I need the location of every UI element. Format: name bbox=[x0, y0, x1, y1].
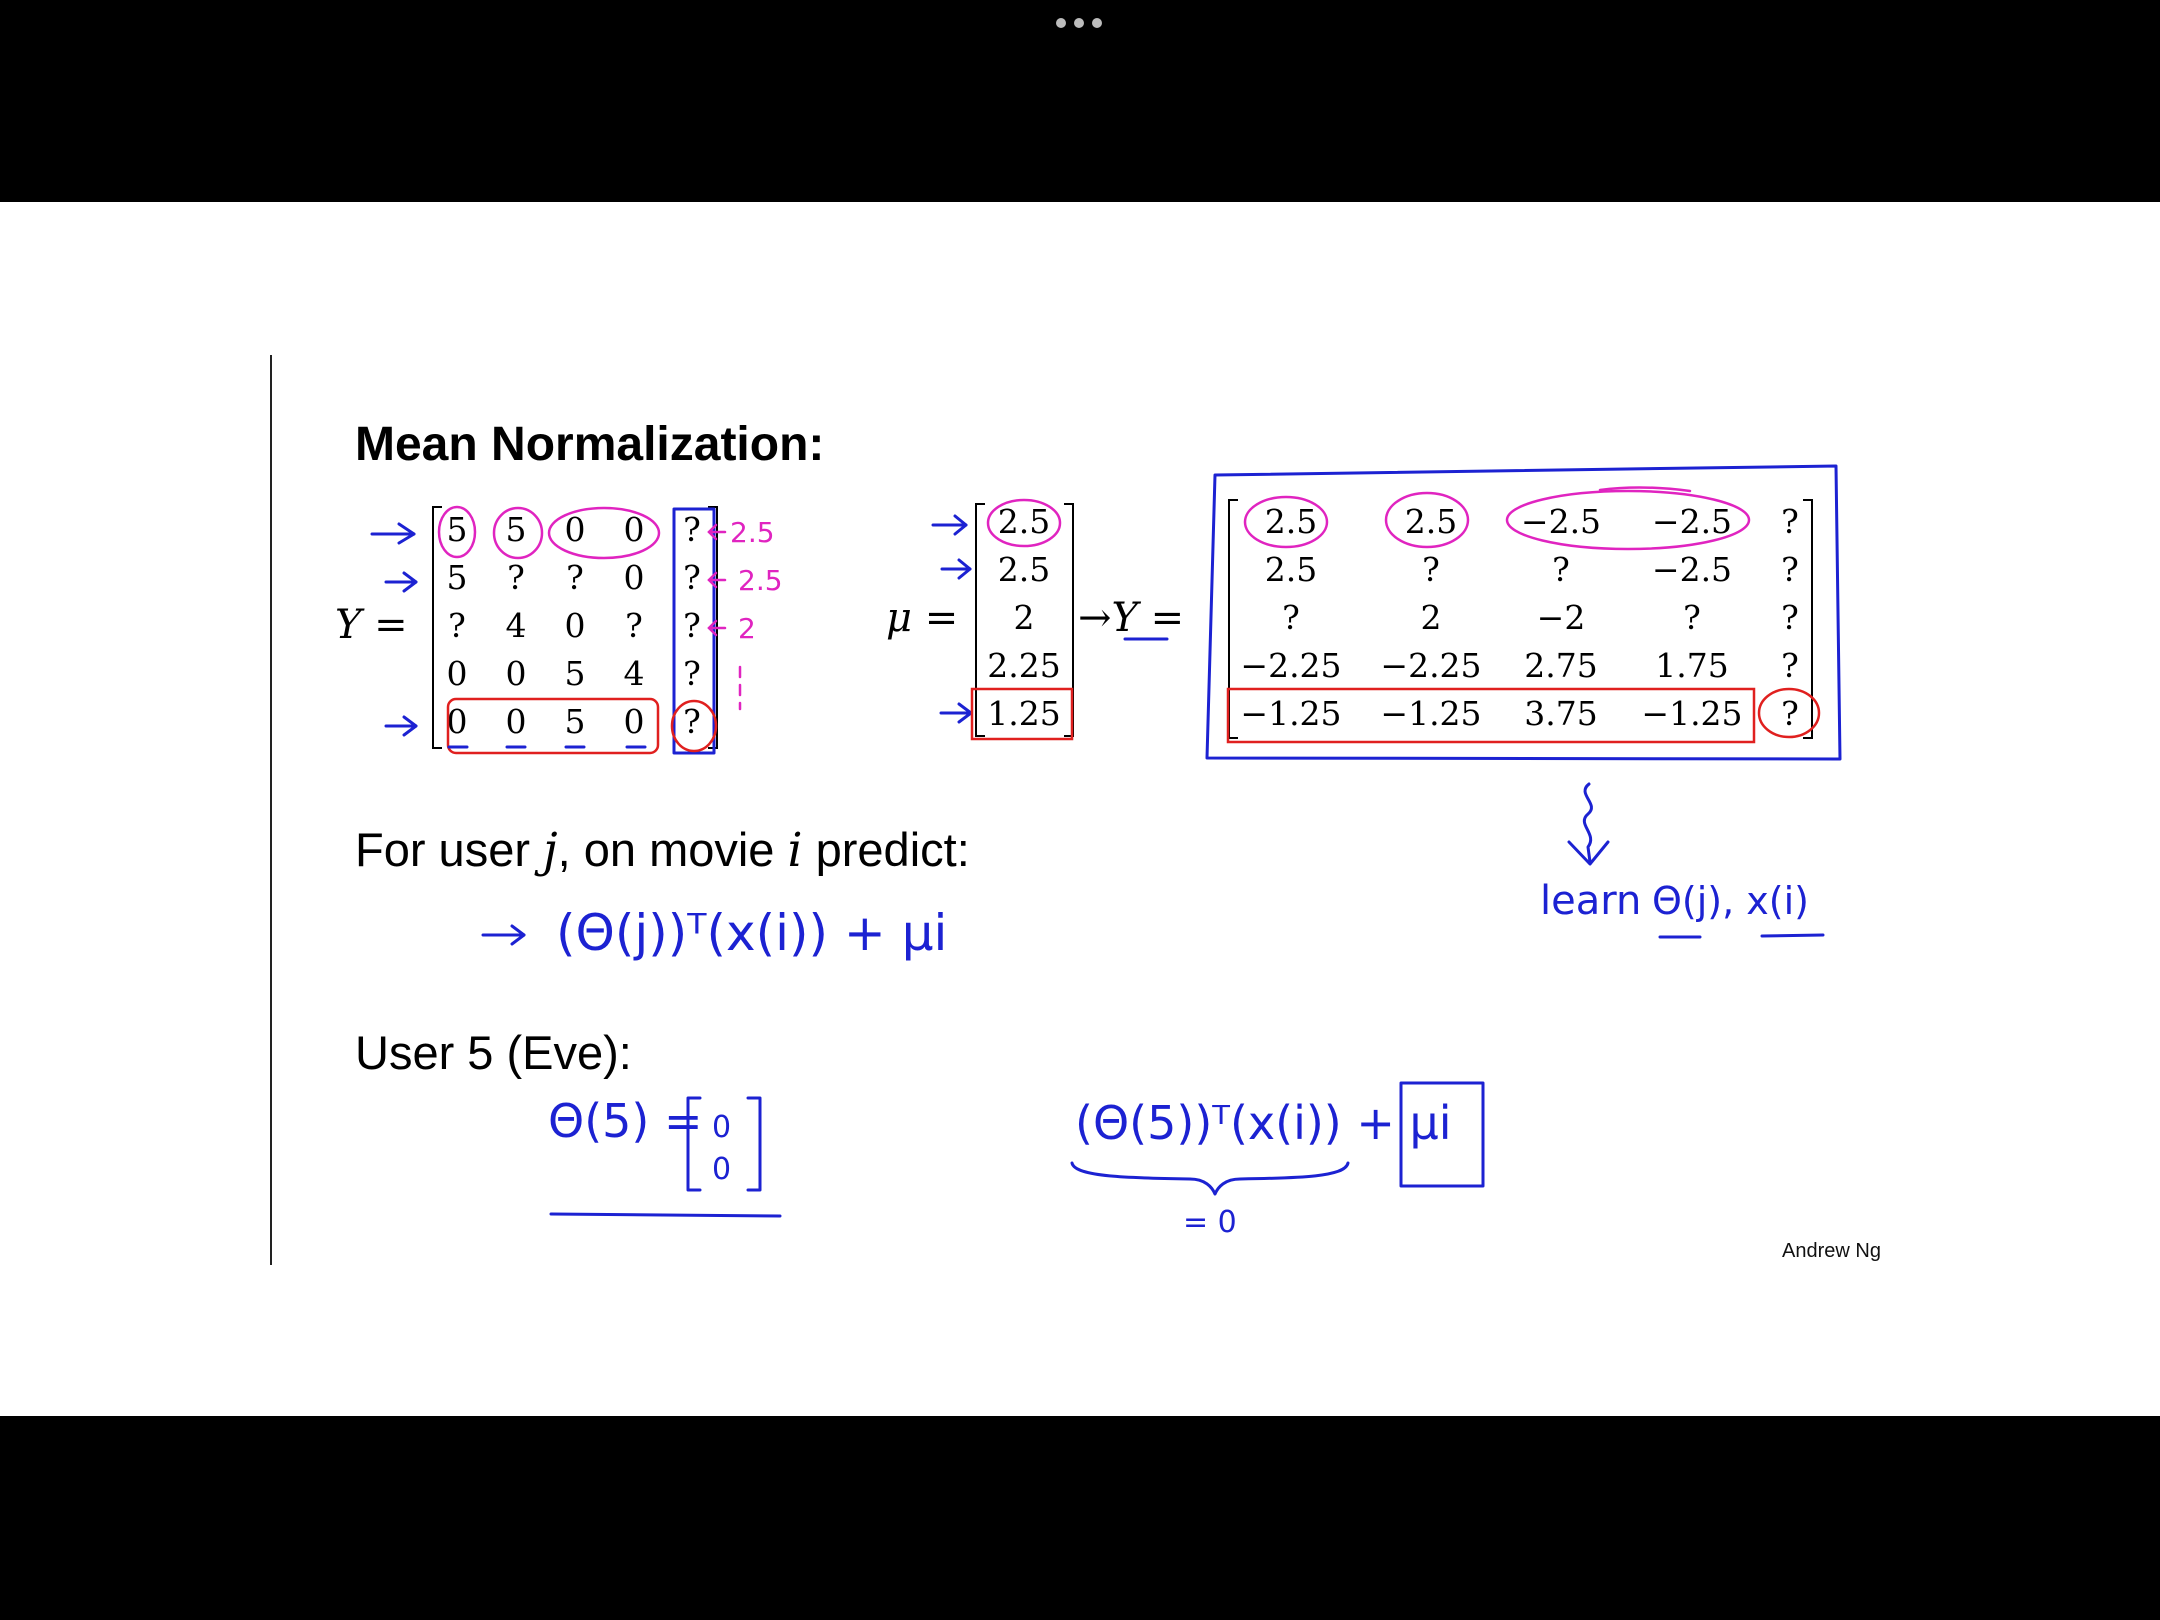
normalized-y-cell: 2.75 bbox=[1524, 646, 1598, 685]
eve-formula: (Θ(5))ᵀ(x(i)) + μi bbox=[1075, 1096, 1452, 1150]
row-mean-note: 2 bbox=[738, 612, 756, 645]
theta5-zero-bottom: 0 bbox=[712, 1152, 732, 1187]
matrix-y-cell: 5 bbox=[564, 654, 586, 693]
matrix-y-cell: ? bbox=[625, 606, 643, 645]
matrix-y-cell: 0 bbox=[564, 606, 586, 645]
row-arrow-icon bbox=[386, 573, 416, 591]
highlight-circle bbox=[1386, 493, 1468, 547]
theta5-zero-top: 0 bbox=[712, 1110, 732, 1145]
last-question-circle bbox=[672, 701, 716, 751]
highlight-circle bbox=[1507, 491, 1749, 549]
video-bottom-bar bbox=[0, 1416, 2160, 1620]
normalized-y-symbol: Y bbox=[1111, 595, 1138, 641]
n-left-bracket bbox=[1229, 500, 1238, 738]
theta5-underline bbox=[551, 1214, 780, 1216]
video-top-bar bbox=[0, 0, 2160, 202]
theta5-formula: Θ(5) = bbox=[548, 1094, 703, 1148]
predict-suffix: predict: bbox=[802, 823, 970, 876]
normalized-y-cell: −2.5 bbox=[1520, 502, 1602, 541]
matrix-y-cell: 5 bbox=[446, 510, 468, 549]
matrix-y-cell: ? bbox=[448, 606, 466, 645]
normalized-last-circle bbox=[1759, 689, 1819, 737]
matrix-y-cell: 5 bbox=[505, 510, 527, 549]
matrix-y-cell: 4 bbox=[505, 606, 527, 645]
predict-prefix: For user bbox=[355, 823, 544, 876]
mu-symbol: μ bbox=[886, 595, 912, 641]
mu-equals: = bbox=[924, 595, 959, 641]
normalized-y-cell: 3.75 bbox=[1524, 694, 1598, 733]
normalized-y-cell: −2.5 bbox=[1651, 550, 1733, 589]
arrow-icon: → bbox=[1078, 595, 1112, 641]
mu-left-bracket bbox=[976, 504, 985, 736]
normalized-y-cell: ? bbox=[1552, 550, 1570, 589]
matrix-y-cell: ? bbox=[683, 606, 701, 645]
slide-title: Mean Normalization: bbox=[355, 418, 825, 471]
normalized-y-cell: ? bbox=[1683, 598, 1701, 637]
eve-zero: = 0 bbox=[1183, 1205, 1237, 1240]
normalized-y-equals: = bbox=[1150, 595, 1185, 641]
mu-cell: 2.5 bbox=[997, 550, 1051, 589]
mu-cell: 2.25 bbox=[987, 646, 1061, 685]
normalized-last-row-box bbox=[1228, 689, 1754, 742]
last-column-box bbox=[674, 509, 714, 753]
n-right-bracket bbox=[1803, 500, 1812, 738]
handwritten-annotations bbox=[0, 202, 2160, 1416]
normalized-y-cell: 2.5 bbox=[1264, 502, 1318, 541]
normalized-y-cell: 2.5 bbox=[1264, 550, 1318, 589]
normalized-y-cell: ? bbox=[1781, 694, 1799, 733]
author-credit: Andrew Ng bbox=[1782, 1240, 1881, 1262]
normalized-y-cell: 2.5 bbox=[1404, 502, 1458, 541]
matrix-y-equals: = bbox=[374, 602, 408, 648]
row-arrow-icon bbox=[372, 524, 414, 543]
normalized-y-cell: −2.25 bbox=[1380, 646, 1482, 685]
matrix-y-cell: ? bbox=[683, 654, 701, 693]
predict-arrow-icon bbox=[483, 926, 524, 944]
row-mean-note: 2.5 bbox=[738, 564, 783, 597]
row-mean-note: 2.5 bbox=[730, 516, 775, 549]
eve-brace bbox=[1072, 1163, 1348, 1194]
matrix-y-cell: 0 bbox=[623, 558, 645, 597]
matrix-y-cell: 0 bbox=[446, 702, 468, 741]
matrix-y-cell: 4 bbox=[623, 654, 645, 693]
normalized-y-cell: ? bbox=[1781, 598, 1799, 637]
matrix-y-cell: ? bbox=[683, 558, 701, 597]
row-arrow-icon bbox=[386, 717, 416, 735]
var-j: j bbox=[543, 823, 558, 878]
matrix-y-cell: ? bbox=[566, 558, 584, 597]
mu-arrow-icon bbox=[941, 704, 971, 722]
mu-last-box bbox=[972, 689, 1072, 739]
highlight-circle bbox=[549, 508, 659, 558]
normalized-y-cell: −1.25 bbox=[1641, 694, 1743, 733]
lecture-slide bbox=[0, 202, 2160, 1416]
highlight-circle bbox=[1245, 497, 1327, 547]
matrix-y-cell: 5 bbox=[564, 702, 586, 741]
user5-heading: User 5 (Eve): bbox=[355, 1026, 632, 1079]
normalized-matrix-box bbox=[1207, 466, 1840, 759]
matrix-y-cell: 0 bbox=[505, 654, 527, 693]
learn-label: learn bbox=[1540, 878, 1642, 924]
learn-vars: Θ(j), x(i) bbox=[1652, 879, 1809, 923]
matrix-y-cell: ? bbox=[683, 510, 701, 549]
normalized-y-cell: ? bbox=[1282, 598, 1300, 637]
mu-arrow-icon bbox=[942, 560, 970, 578]
var-i: i bbox=[787, 823, 803, 878]
highlight-circle bbox=[494, 508, 542, 558]
predict-formula: (Θ(j))ᵀ(x(i)) + μi bbox=[556, 904, 948, 962]
normalized-y-cell: −1.25 bbox=[1380, 694, 1482, 733]
more-dots-icon[interactable] bbox=[1056, 18, 1102, 28]
normalized-y-cell: ? bbox=[1422, 550, 1440, 589]
normalized-y-cell: ? bbox=[1781, 502, 1799, 541]
mu-cell: 1.25 bbox=[987, 694, 1061, 733]
highlight-circle bbox=[988, 500, 1060, 546]
normalized-y-cell: 1.75 bbox=[1655, 646, 1729, 685]
matrix-y-cell: ? bbox=[683, 702, 701, 741]
matrix-y-cell: 0 bbox=[446, 654, 468, 693]
last-row-box bbox=[448, 699, 658, 753]
normalized-y-cell: 2 bbox=[1420, 598, 1442, 637]
matrix-y-cell: 0 bbox=[623, 702, 645, 741]
dot bbox=[1056, 18, 1066, 28]
normalized-y-cell: −1.25 bbox=[1240, 694, 1342, 733]
normalized-y-cell: ? bbox=[1781, 646, 1799, 685]
dot bbox=[1092, 18, 1102, 28]
matrix-y-cell: 0 bbox=[505, 702, 527, 741]
matrix-y-cell: 0 bbox=[564, 510, 586, 549]
matrix-y-symbol: Y bbox=[335, 602, 362, 648]
mu-cell: 2 bbox=[1013, 598, 1035, 637]
normalized-y-cell: −2 bbox=[1536, 598, 1586, 637]
normalized-y-cell: −2.5 bbox=[1651, 502, 1733, 541]
matrix-y-cell: ? bbox=[507, 558, 525, 597]
normalized-y-cell: ? bbox=[1781, 550, 1799, 589]
normalized-y-cell: −2.25 bbox=[1240, 646, 1342, 685]
mu-cell: 2.5 bbox=[997, 502, 1051, 541]
mu-arrow-icon bbox=[933, 516, 966, 534]
down-arrow-icon bbox=[1584, 784, 1591, 862]
dot bbox=[1074, 18, 1084, 28]
matrix-y-cell: 5 bbox=[446, 558, 468, 597]
predict-middle: , on movie bbox=[557, 823, 788, 876]
highlight-circle bbox=[439, 507, 475, 557]
matrix-y-cell: 0 bbox=[623, 510, 645, 549]
